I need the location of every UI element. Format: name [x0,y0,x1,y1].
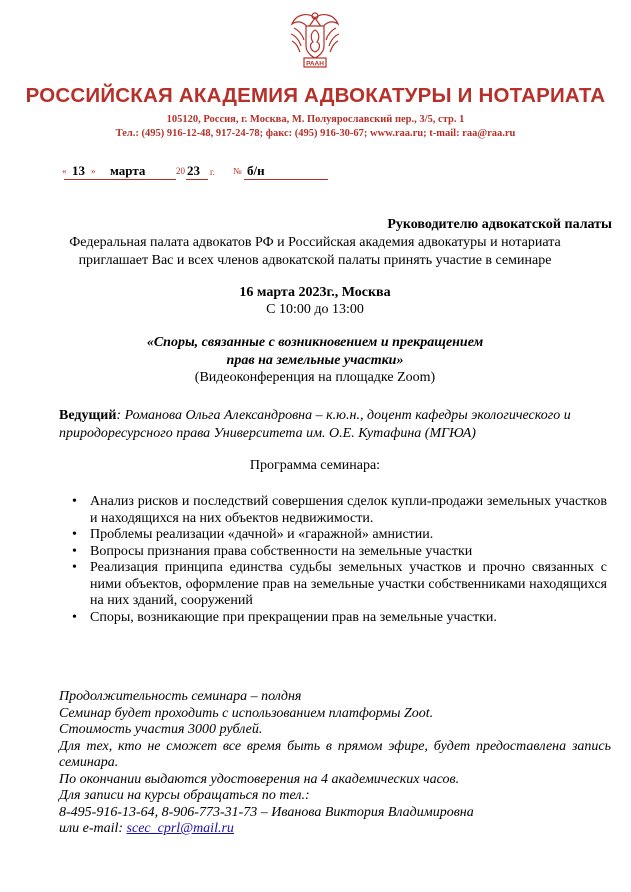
event-title-line-1: «Споры, связанные с возникновением и прекращением [146,335,484,350]
reference-number: б/н [247,163,265,178]
host-info [59,407,611,442]
footer-certificate: По окончании выдаются удостоверения на 4 академических часов. [59,771,460,787]
list-item: • Реализация принципа единства судьбы земельных участков и прочно связанных с ними объектов, оформление прав на земельные участки собственниками находящихся на них зданий, сооружений [72,560,607,610]
event-format: (Видеоконференция на площадке Zoom) [194,370,436,385]
email-link[interactable]: scec_cprl@mail.ru [126,821,234,836]
footer-price: Стоимость участия 3000 рублей. [59,722,263,737]
email-prefix: или e-mail: [59,821,127,836]
footer-phones: 8-495-916-13-64, 8-906-773-31-73 – Иванова Виктория Владимировна [59,804,474,820]
list-item: • Анализ рисков и последствий совершения сделок купли-продажи земельных участков и находящихся на них объектов недвижимости. [72,494,607,527]
host-label: Ведущий [59,408,117,423]
invitation-line-2: приглашает Вас и всех членов адвокатской палаты принять участие в семинаре [78,253,552,268]
date-year-prefix: 20 [176,166,185,176]
number-label: № [233,166,242,176]
organization-address: 105120, Россия, г. Москва, М. Полуярославский пер., 3/5, стр. 1 [166,114,465,125]
emblem-text: РААН [306,60,324,68]
list-item: • Споры, возникающие при прекращении прав на земельные участки. [72,610,607,627]
date-year-suffix: 23 [187,163,200,178]
date-year-label: г. [210,167,215,177]
program-heading: Программа семинара: [249,458,381,473]
event-time: С 10:00 до 13:00 [266,302,364,317]
date-month: марта [110,163,146,178]
event-date-place: 16 марта 2023г., Москва [239,285,391,300]
reference-line [0,0,631,190]
date-open-quote: « [62,166,67,176]
footer-email-line [59,821,611,838]
list-item: • Проблемы реализации «дачной» и «гаражной» амнистии. [72,527,607,544]
event-title-line-2: прав на земельные участки» [226,353,404,368]
footer-platform: Семинар будет проходить с использованием платформы Zoot. [59,705,434,721]
date-day: 13 [72,163,85,178]
footer-phones-label: Для записи на курсы обращаться по тел.: [59,788,310,803]
addressee: Руководителю адвокатской палаты [387,217,612,232]
host-text: : Романова Ольга Александровна – к.ю.н., доцент кафедры экологического и природоресурсного права Университета им. О.Е. Кутафина (МГЮА) [59,408,571,441]
date-close-quote: » [91,166,96,176]
organization-contacts: Тел.: (495) 916-12-48, 917-24-78; факс: (495) 916-30-67; www.raa.ru; t-mail: raa@raa.ru [115,128,516,139]
footer-recording: Для тех, кто не сможет все время быть в прямом эфире, будет предоставлена запись семинара. [59,738,611,770]
organization-name: РОССИЙСКАЯ АКАДЕМИЯ АДВОКАТУРЫ И НОТАРИАТА [25,84,606,107]
list-item: • Вопросы признания права собственности на земельные участки [72,544,607,561]
invitation-line-1: Федеральная палата адвокатов РФ и Российская академия адвокатуры и нотариата [69,235,561,250]
footer-info [59,689,611,838]
program-list [72,494,607,626]
footer-duration: Продолжительность семинара – полдня [59,689,302,704]
